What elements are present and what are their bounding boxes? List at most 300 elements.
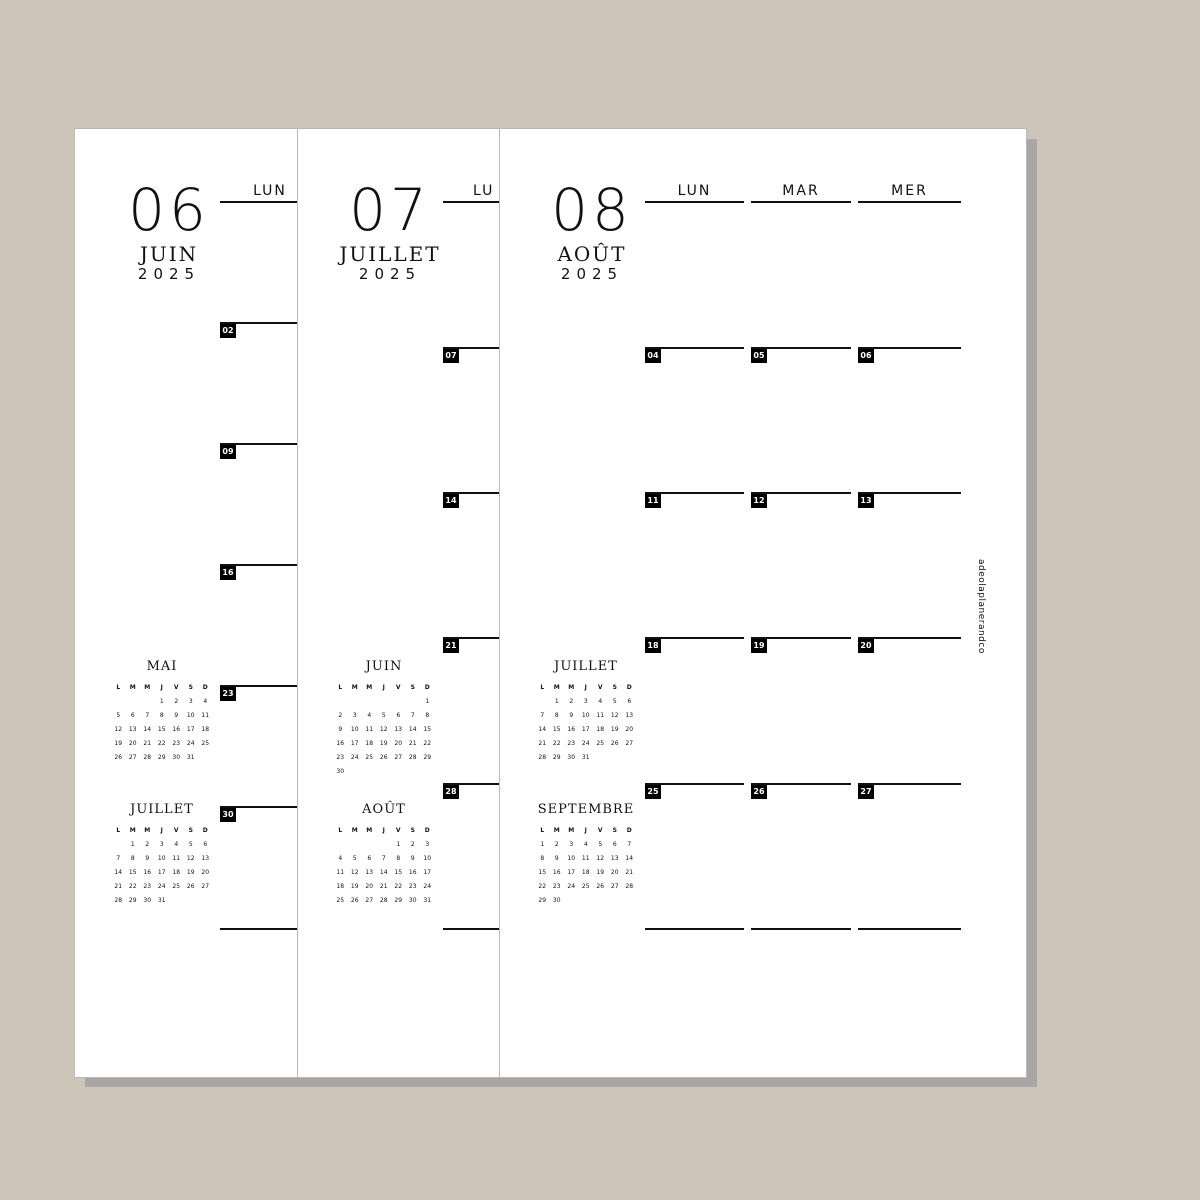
mini-calendar-day: 13 <box>128 725 137 733</box>
mini-calendar-weekday: M <box>144 826 151 834</box>
mini-calendar-day: 11 <box>581 854 590 862</box>
mini-calendar-day: 28 <box>625 882 634 890</box>
mini-calendar-title: MAI <box>146 659 178 674</box>
mini-calendar-day: 19 <box>596 868 605 876</box>
mini-calendar-day: 18 <box>596 725 605 733</box>
mini-calendar-day: 22 <box>157 739 166 747</box>
day-number: 16 <box>220 566 236 580</box>
week-line <box>858 928 961 930</box>
mini-calendar-day: 19 <box>610 725 619 733</box>
day-number: 14 <box>443 494 459 508</box>
mini-calendar-week <box>535 694 639 708</box>
mini-calendar-day: 21 <box>143 739 152 747</box>
mini-calendar-day: 11 <box>201 711 210 719</box>
mini-calendar-day: 30 <box>336 767 345 775</box>
mini-calendar-day: 20 <box>394 739 403 747</box>
mini-calendar-day: 24 <box>186 739 195 747</box>
mini-calendar-day: 13 <box>201 854 210 862</box>
mini-calendar-day: 9 <box>174 711 179 719</box>
mini-calendar-day: 28 <box>143 753 152 761</box>
mini-calendar-day: 7 <box>145 711 150 719</box>
mini-calendar-day: 24 <box>581 739 590 747</box>
mini-calendar-week <box>111 736 215 750</box>
mini-calendar-day: 1 <box>554 697 559 705</box>
mini-calendar-day: 21 <box>114 882 123 890</box>
day-header-lun: LUN <box>645 183 744 203</box>
mini-calendar-day: 10 <box>186 711 195 719</box>
mini-calendar-weekday: M <box>568 826 575 834</box>
mini-calendar-day: 17 <box>186 725 195 733</box>
mini-calendar-day: 30 <box>408 896 417 904</box>
mini-calendar-day: 18 <box>365 739 374 747</box>
mini-calendar-day: 14 <box>625 854 634 862</box>
mini-calendar-day: 2 <box>410 840 415 848</box>
mini-calendar-day: 24 <box>157 882 166 890</box>
mini-calendar-day: 18 <box>336 882 345 890</box>
mini-calendar-day: 28 <box>379 896 388 904</box>
day-header-mar: MAR <box>751 183 851 203</box>
mini-calendar-day: 8 <box>396 854 401 862</box>
mini-calendar-day: 12 <box>596 854 605 862</box>
mini-calendar-day: 16 <box>336 739 345 747</box>
mini-calendar-day: 25 <box>581 882 590 890</box>
mini-calendar-day: 26 <box>379 753 388 761</box>
week-line <box>220 928 304 930</box>
mini-calendar-day: 4 <box>598 697 603 705</box>
mini-calendar-day: 10 <box>157 854 166 862</box>
mini-calendar-day: 3 <box>352 711 357 719</box>
mini-calendar-week <box>333 837 437 851</box>
mini-calendar-day: 2 <box>145 840 150 848</box>
mini-calendar-header-row <box>535 680 639 694</box>
mini-calendar-weekday: V <box>395 683 401 691</box>
mini-calendar-weekday: D <box>202 826 208 834</box>
mini-calendar-week <box>535 893 639 907</box>
mini-calendar-day: 5 <box>381 711 386 719</box>
day-number: 28 <box>443 785 459 799</box>
mini-calendar-weekday: D <box>626 826 632 834</box>
mini-calendar-day: 4 <box>583 840 588 848</box>
mini-calendar-week <box>535 851 639 865</box>
mini-calendar-day: 13 <box>625 711 634 719</box>
mini-calendar-week <box>111 879 215 893</box>
day-number: 05 <box>751 349 767 363</box>
mini-calendar-day: 29 <box>538 896 547 904</box>
mini-calendar-weekday: V <box>597 826 603 834</box>
mini-calendar-week <box>111 708 215 722</box>
mini-calendar-day: 8 <box>540 854 545 862</box>
mini-calendar-week <box>333 750 437 764</box>
mini-calendar-day: 11 <box>365 725 374 733</box>
mini-calendar-day: 22 <box>394 882 403 890</box>
week-line <box>443 928 507 930</box>
day-number: 04 <box>645 349 661 363</box>
mini-calendar-day: 16 <box>172 725 181 733</box>
mini-calendar-day: 16 <box>408 868 417 876</box>
mini-calendar-day: 21 <box>625 868 634 876</box>
mini-calendar-day: 10 <box>423 854 432 862</box>
mini-calendar-header-row <box>333 680 437 694</box>
mini-calendar-day: 17 <box>157 868 166 876</box>
mini-calendar-day: 6 <box>367 854 372 862</box>
mini-calendar-day: 12 <box>350 868 359 876</box>
mini-calendar-day: 31 <box>157 896 166 904</box>
mini-calendar-day: 26 <box>610 739 619 747</box>
day-number: 18 <box>645 639 661 653</box>
mini-calendar-day: 8 <box>425 711 430 719</box>
day-number: 02 <box>220 324 236 338</box>
mini-calendar-day: 22 <box>552 739 561 747</box>
mini-calendar-day: 8 <box>554 711 559 719</box>
mini-calendar-day: 8 <box>159 711 164 719</box>
mini-calendar-day: 27 <box>394 753 403 761</box>
mini-calendar-day: 14 <box>379 868 388 876</box>
mini-calendar-day: 13 <box>394 725 403 733</box>
mini-calendar-day: 22 <box>538 882 547 890</box>
mini-calendar-day: 6 <box>612 840 617 848</box>
mini-calendar-day: 7 <box>116 854 121 862</box>
mini-calendar-weekday: V <box>395 826 401 834</box>
mini-calendar-day: 26 <box>350 896 359 904</box>
mini-calendar-weekday: M <box>553 826 560 834</box>
mini-calendar-day: 29 <box>552 753 561 761</box>
mini-calendar-weekday: J <box>382 683 385 691</box>
day-header-lun: LU <box>443 183 507 203</box>
mini-calendar-day: 23 <box>552 882 561 890</box>
mini-calendar-title: JUILLET <box>554 659 618 674</box>
mini-calendar-day: 21 <box>379 882 388 890</box>
mini-calendar-day: 29 <box>394 896 403 904</box>
mini-calendar-day: 15 <box>538 868 547 876</box>
mini-calendar-day: 3 <box>159 840 164 848</box>
mini-calendar-week <box>111 851 215 865</box>
brand-watermark: adeolaplanerandco <box>976 559 986 654</box>
mini-calendar-day: 16 <box>567 725 576 733</box>
mini-calendar-weekday: M <box>366 826 373 834</box>
mini-calendar-day: 19 <box>379 739 388 747</box>
mini-calendar-weekday: L <box>540 683 545 691</box>
mini-calendar-week <box>333 851 437 865</box>
mini-calendar-day: 11 <box>336 868 345 876</box>
mini-calendar-day: 31 <box>581 753 590 761</box>
mini-calendar-day: 22 <box>423 739 432 747</box>
day-number: 12 <box>751 494 767 508</box>
mini-calendar-day: 17 <box>581 725 590 733</box>
mini-calendar-weekday: L <box>116 683 121 691</box>
mini-calendar-weekday: J <box>160 826 163 834</box>
mini-calendar-weekday: J <box>382 826 385 834</box>
mini-calendar-day: 20 <box>610 868 619 876</box>
mini-calendar-weekday: S <box>612 683 617 691</box>
week-line <box>751 928 851 930</box>
day-number: 26 <box>751 785 767 799</box>
day-header-mer: MER <box>858 183 961 203</box>
mini-calendar-day: 9 <box>338 725 343 733</box>
month-number: 06 <box>128 176 210 244</box>
mini-calendar-weekday: J <box>584 826 587 834</box>
mini-calendar-week <box>535 750 639 764</box>
mini-calendar-day: 25 <box>172 882 181 890</box>
mini-calendar-day: 29 <box>423 753 432 761</box>
mini-calendar-day: 27 <box>610 882 619 890</box>
mini-calendar-weekday: S <box>188 683 193 691</box>
mini-calendar-weekday: D <box>202 683 208 691</box>
mini-calendar-day: 17 <box>423 868 432 876</box>
mini-calendar-week <box>111 722 215 736</box>
mini-calendar-day: 16 <box>143 868 152 876</box>
mini-calendar-day: 7 <box>410 711 415 719</box>
mini-calendar-week <box>333 722 437 736</box>
mini-calendar-weekday: L <box>116 826 121 834</box>
mini-calendar-day: 10 <box>567 854 576 862</box>
month-name: AOÛT <box>557 242 627 266</box>
mini-calendar-weekday: J <box>584 683 587 691</box>
day-number: 27 <box>858 785 874 799</box>
mini-calendar-day: 10 <box>581 711 590 719</box>
mini-calendar-day: 24 <box>567 882 576 890</box>
mini-calendar-day: 8 <box>130 854 135 862</box>
mini-calendar-weekday: V <box>173 683 179 691</box>
mini-calendar-day: 13 <box>610 854 619 862</box>
planner-page-august <box>499 128 1027 1078</box>
day-number: 21 <box>443 639 459 653</box>
mini-calendar-day: 17 <box>350 739 359 747</box>
mini-calendar-week <box>535 708 639 722</box>
mini-calendar-day: 3 <box>425 840 430 848</box>
day-number: 25 <box>645 785 661 799</box>
mini-calendar-day: 23 <box>172 739 181 747</box>
mini-calendar-weekday: V <box>597 683 603 691</box>
month-year: 2025 <box>358 265 422 283</box>
mini-calendar-day: 29 <box>157 753 166 761</box>
mini-calendar-day: 27 <box>625 739 634 747</box>
mini-calendar-day: 18 <box>581 868 590 876</box>
mini-calendar-weekday: M <box>351 683 358 691</box>
day-number: 06 <box>858 349 874 363</box>
mini-calendar-day: 30 <box>172 753 181 761</box>
mini-calendar-day: 26 <box>186 882 195 890</box>
mini-calendar-day: 20 <box>128 739 137 747</box>
mini-calendar-weekday: D <box>424 826 430 834</box>
mini-calendar-day: 19 <box>186 868 195 876</box>
day-number: 30 <box>220 808 236 822</box>
mini-calendar-weekday: J <box>160 683 163 691</box>
mini-calendar-day: 15 <box>157 725 166 733</box>
mini-calendar-day: 5 <box>598 840 603 848</box>
mini-calendar-weekday: S <box>410 683 415 691</box>
mini-calendar-day: 14 <box>114 868 123 876</box>
mini-calendar-day: 23 <box>143 882 152 890</box>
mini-calendar-day: 12 <box>379 725 388 733</box>
mini-calendar-day: 28 <box>538 753 547 761</box>
mini-calendar-day: 2 <box>174 697 179 705</box>
mini-calendar-day: 1 <box>425 697 430 705</box>
mini-calendar-day: 21 <box>408 739 417 747</box>
mini-calendar-weekday: S <box>612 826 617 834</box>
mini-calendar-day: 12 <box>114 725 123 733</box>
mini-calendar-week <box>535 736 639 750</box>
mini-calendar-week <box>333 893 437 907</box>
mini-calendar-header-row <box>535 823 639 837</box>
mini-calendar-day: 5 <box>612 697 617 705</box>
mini-calendar-weekday: D <box>626 683 632 691</box>
mini-calendar-week <box>333 694 437 708</box>
mini-calendar-weekday: D <box>424 683 430 691</box>
mini-calendar-day: 27 <box>365 896 374 904</box>
planner-page-july <box>297 128 507 1078</box>
mini-calendar-day: 5 <box>352 854 357 862</box>
mini-calendar-day: 23 <box>336 753 345 761</box>
mini-calendar-day: 28 <box>114 896 123 904</box>
mini-calendar-day: 9 <box>145 854 150 862</box>
mini-calendar-day: 6 <box>203 840 208 848</box>
mini-calendar-week <box>535 865 639 879</box>
mini-calendar-day: 23 <box>408 882 417 890</box>
mini-calendar-day: 3 <box>583 697 588 705</box>
day-number: 19 <box>751 639 767 653</box>
mini-calendar-day: 19 <box>114 739 123 747</box>
mini-calendar-week <box>333 865 437 879</box>
mini-calendar-day: 14 <box>143 725 152 733</box>
mini-calendar-weekday: S <box>410 826 415 834</box>
mini-calendar-week <box>333 708 437 722</box>
mini-calendar-day: 20 <box>201 868 210 876</box>
mini-calendar-weekday: M <box>129 683 136 691</box>
mini-calendar-day: 19 <box>350 882 359 890</box>
mini-calendar-title: SEPTEMBRE <box>537 802 635 817</box>
mini-calendar-day: 5 <box>188 840 193 848</box>
mini-calendar-day: 14 <box>538 725 547 733</box>
mini-calendar-week <box>111 837 215 851</box>
mini-calendar-day: 12 <box>610 711 619 719</box>
mini-calendar-week <box>111 750 215 764</box>
mini-calendar-day: 9 <box>554 854 559 862</box>
mini-calendar-title: JUILLET <box>130 802 194 817</box>
mini-calendar-day: 4 <box>367 711 372 719</box>
mini-calendar-day: 11 <box>172 854 181 862</box>
mini-calendar-weekday: L <box>338 826 343 834</box>
mini-calendar-weekday: M <box>366 683 373 691</box>
mini-calendar-day: 29 <box>128 896 137 904</box>
mini-calendar-day: 4 <box>174 840 179 848</box>
mini-calendar-day: 15 <box>423 725 432 733</box>
week-line <box>645 928 744 930</box>
mini-calendar-day: 20 <box>365 882 374 890</box>
mini-calendar-day: 4 <box>338 854 343 862</box>
mini-calendar <box>333 680 437 778</box>
mini-calendar-week <box>535 722 639 736</box>
mini-calendar-weekday: V <box>173 826 179 834</box>
mini-calendar-weekday: L <box>338 683 343 691</box>
mini-calendar-day: 23 <box>567 739 576 747</box>
mini-calendar-week <box>535 837 639 851</box>
mini-calendar-day: 7 <box>540 711 545 719</box>
mini-calendar-day: 22 <box>128 882 137 890</box>
mini-calendar <box>333 823 437 907</box>
mini-calendar-week <box>333 879 437 893</box>
mini-calendar-day: 16 <box>552 868 561 876</box>
mini-calendar-day: 6 <box>130 711 135 719</box>
mini-calendar-weekday: M <box>129 826 136 834</box>
month-number: 07 <box>349 176 431 244</box>
mini-calendar-day: 1 <box>130 840 135 848</box>
mini-calendar-day: 10 <box>350 725 359 733</box>
day-number: 11 <box>645 494 661 508</box>
mini-calendar-day: 13 <box>365 868 374 876</box>
mini-calendar-day: 7 <box>381 854 386 862</box>
mini-calendar-day: 9 <box>569 711 574 719</box>
mini-calendar-header-row <box>333 823 437 837</box>
mini-calendar-weekday: L <box>540 826 545 834</box>
mini-calendar-day: 1 <box>159 697 164 705</box>
mini-calendar-title: AOÛT <box>362 802 406 817</box>
mini-calendar-title: JUIN <box>365 659 403 674</box>
mini-calendar-day: 5 <box>116 711 121 719</box>
month-name: JUILLET <box>339 242 441 266</box>
mini-calendar-day: 17 <box>567 868 576 876</box>
mini-calendar <box>535 680 639 764</box>
day-header-lun: LUN <box>220 183 304 203</box>
mini-calendar-week <box>111 865 215 879</box>
mini-calendar-day: 11 <box>596 711 605 719</box>
mini-calendar-day: 28 <box>408 753 417 761</box>
mini-calendar-day: 25 <box>201 739 210 747</box>
mini-calendar-day: 14 <box>408 725 417 733</box>
mini-calendar-day: 18 <box>172 868 181 876</box>
mini-calendar-day: 3 <box>569 840 574 848</box>
day-number: 09 <box>220 445 236 459</box>
mini-calendar-day: 7 <box>627 840 632 848</box>
mini-calendar-weekday: M <box>351 826 358 834</box>
mini-calendar-day: 20 <box>625 725 634 733</box>
mini-calendar-week <box>535 879 639 893</box>
mini-calendar <box>535 823 639 907</box>
mini-calendar-weekday: M <box>144 683 151 691</box>
day-number: 13 <box>858 494 874 508</box>
mini-calendar-day: 2 <box>569 697 574 705</box>
mini-calendar-day: 1 <box>540 840 545 848</box>
mini-calendar-day: 30 <box>143 896 152 904</box>
mini-calendar-week <box>111 694 215 708</box>
mini-calendar-weekday: S <box>188 826 193 834</box>
month-year: 2025 <box>560 265 624 283</box>
mini-calendar-day: 2 <box>554 840 559 848</box>
mini-calendar-day: 27 <box>201 882 210 890</box>
mini-calendar-day: 31 <box>186 753 195 761</box>
mini-calendar-day: 15 <box>552 725 561 733</box>
mini-calendar-day: 24 <box>350 753 359 761</box>
mini-calendar <box>111 823 215 907</box>
day-number: 20 <box>858 639 874 653</box>
month-number: 08 <box>551 176 633 244</box>
day-number: 07 <box>443 349 459 363</box>
mini-calendar-day: 18 <box>201 725 210 733</box>
mini-calendar-weekday: M <box>553 683 560 691</box>
mini-calendar-week <box>333 764 437 778</box>
mini-calendar-day: 6 <box>396 711 401 719</box>
mini-calendar-day: 25 <box>365 753 374 761</box>
mini-calendar-day: 12 <box>186 854 195 862</box>
mini-calendar-day: 26 <box>596 882 605 890</box>
day-number: 23 <box>220 687 236 701</box>
planner-page-june <box>74 128 304 1078</box>
mini-calendar-header-row <box>111 823 215 837</box>
mini-calendar-header-row <box>111 680 215 694</box>
mini-calendar <box>111 680 215 764</box>
mini-calendar-day: 3 <box>188 697 193 705</box>
month-year: 2025 <box>137 265 201 283</box>
mini-calendar-day: 4 <box>203 697 208 705</box>
